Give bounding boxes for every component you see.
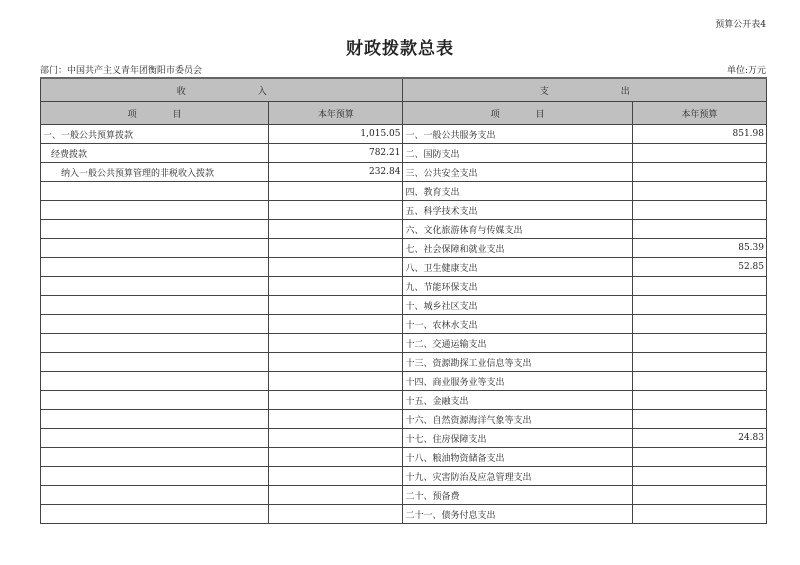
income-value-cell (269, 410, 403, 429)
income-item-cell: 纳入一般公共预算管理的非税收入拨款 (41, 163, 269, 182)
header-row-section (41, 78, 767, 102)
income-item-cell: 一、一般公共预算拨款 (41, 125, 269, 144)
expense-value-cell (632, 144, 766, 163)
income-item-cell (41, 505, 269, 524)
table-row (41, 201, 767, 220)
table-row (41, 315, 767, 334)
income-header: 收 入 (41, 78, 403, 102)
table-row (41, 277, 767, 296)
expense-value-cell (632, 410, 766, 429)
income-item-cell (41, 220, 269, 239)
expense-item-cell: 三、公共安全支出 (403, 163, 632, 182)
income-value-cell (269, 372, 403, 391)
expense-item-cell: 十二、交通运输支出 (403, 334, 632, 353)
expense-item-cell: 六、文化旅游体育与传媒支出 (403, 220, 632, 239)
income-value-cell (269, 429, 403, 448)
expense-item-cell: 八、卫生健康支出 (403, 258, 632, 277)
expense-item-cell: 十一、农林水支出 (403, 315, 632, 334)
table-row (41, 391, 767, 410)
expense-header: 支 出 (403, 78, 767, 102)
expense-item-cell: 二、国防支出 (403, 144, 632, 163)
income-value-cell: 782.21 (269, 144, 403, 163)
income-value-cell (269, 353, 403, 372)
expense-value-cell (632, 334, 766, 353)
income-value-cell (269, 201, 403, 220)
expense-item-cell: 十八、粮油物资储备支出 (403, 448, 632, 467)
expense-value-cell (632, 448, 766, 467)
income-value-cell: 232.84 (269, 163, 403, 182)
expense-value-cell (632, 353, 766, 372)
table-row (41, 258, 767, 277)
expense-value-cell (632, 277, 766, 296)
expense-value-cell (632, 486, 766, 505)
income-item-cell (41, 353, 269, 372)
income-item-header: 项 目 (41, 102, 269, 125)
income-item-cell (41, 258, 269, 277)
income-value-cell (269, 467, 403, 486)
income-value-cell (269, 448, 403, 467)
expense-item-cell: 二十一、债务付息支出 (403, 505, 632, 524)
expense-value-cell: 85.39 (632, 239, 766, 258)
header-row-columns (41, 102, 767, 125)
expense-value-cell (632, 201, 766, 220)
expense-value-cell (632, 182, 766, 201)
table-row (41, 163, 767, 182)
income-item-cell (41, 410, 269, 429)
income-value-cell (269, 239, 403, 258)
income-item-cell (41, 334, 269, 353)
page-title: 财政拨款总表 (346, 39, 454, 59)
income-value-cell (269, 391, 403, 410)
income-item-cell (41, 448, 269, 467)
table-row (41, 144, 767, 163)
table-row (41, 353, 767, 372)
table-row (41, 125, 767, 144)
table-row (41, 429, 767, 448)
income-value-cell (269, 505, 403, 524)
expense-value-cell (632, 505, 766, 524)
income-item-cell (41, 201, 269, 220)
form-number: 预算公开表4 (715, 20, 766, 30)
expense-item-cell: 四、教育支出 (403, 182, 632, 201)
income-value-cell: 1,015.05 (269, 125, 403, 144)
table-row (41, 505, 767, 524)
table-row (41, 467, 767, 486)
expense-item-cell: 十七、住房保障支出 (403, 429, 632, 448)
table-row (41, 486, 767, 505)
income-value-cell (269, 296, 403, 315)
expense-value-cell: 851.98 (632, 125, 766, 144)
income-item-cell (41, 296, 269, 315)
table-row (41, 372, 767, 391)
expense-item-cell: 十三、资源勘探工业信息等支出 (403, 353, 632, 372)
expense-value-cell (632, 163, 766, 182)
expense-item-cell: 十六、自然资源海洋气象等支出 (403, 410, 632, 429)
income-item-cell (41, 239, 269, 258)
expense-value-cell (632, 372, 766, 391)
table-row (41, 182, 767, 201)
income-value-cell (269, 315, 403, 334)
expense-item-cell: 十五、金融支出 (403, 391, 632, 410)
income-item-cell (41, 277, 269, 296)
expense-item-cell: 十、城乡社区支出 (403, 296, 632, 315)
expense-item-cell: 十四、商业服务业等支出 (403, 372, 632, 391)
income-budget-header: 本年预算 (269, 102, 403, 125)
expense-value-cell (632, 296, 766, 315)
table-row (41, 296, 767, 315)
expense-item-cell: 五、科学技术支出 (403, 201, 632, 220)
income-item-cell (41, 467, 269, 486)
income-value-cell (269, 277, 403, 296)
department-label: 部门：中国共产主义青年团衡阳市委员会 (40, 66, 203, 76)
expense-item-header: 项 目 (403, 102, 632, 125)
expense-value-cell (632, 315, 766, 334)
expense-item-cell: 十九、灾害防治及应急管理支出 (403, 467, 632, 486)
unit-label: 单位:万元 (726, 66, 766, 76)
table-row (41, 220, 767, 239)
table-row (41, 448, 767, 467)
table-row (41, 334, 767, 353)
table-row (41, 410, 767, 429)
expense-value-cell (632, 220, 766, 239)
budget-table (40, 77, 767, 524)
income-item-cell (41, 486, 269, 505)
expense-budget-header: 本年预算 (632, 102, 766, 125)
income-item-cell (41, 182, 269, 201)
income-item-cell (41, 429, 269, 448)
income-value-cell (269, 334, 403, 353)
expense-value-cell (632, 467, 766, 486)
income-value-cell (269, 258, 403, 277)
income-item-cell: 经费拨款 (41, 144, 269, 163)
expense-value-cell: 52.85 (632, 258, 766, 277)
income-value-cell (269, 182, 403, 201)
expense-item-cell: 七、社会保障和就业支出 (403, 239, 632, 258)
income-item-cell (41, 391, 269, 410)
income-value-cell (269, 486, 403, 505)
table-row (41, 239, 767, 258)
expense-item-cell: 九、节能环保支出 (403, 277, 632, 296)
income-value-cell (269, 220, 403, 239)
expense-item-cell: 一、一般公共服务支出 (403, 125, 632, 144)
income-item-cell (41, 315, 269, 334)
income-item-cell (41, 372, 269, 391)
expense-item-cell: 二十、预备费 (403, 486, 632, 505)
expense-value-cell: 24.83 (632, 429, 766, 448)
expense-value-cell (632, 391, 766, 410)
